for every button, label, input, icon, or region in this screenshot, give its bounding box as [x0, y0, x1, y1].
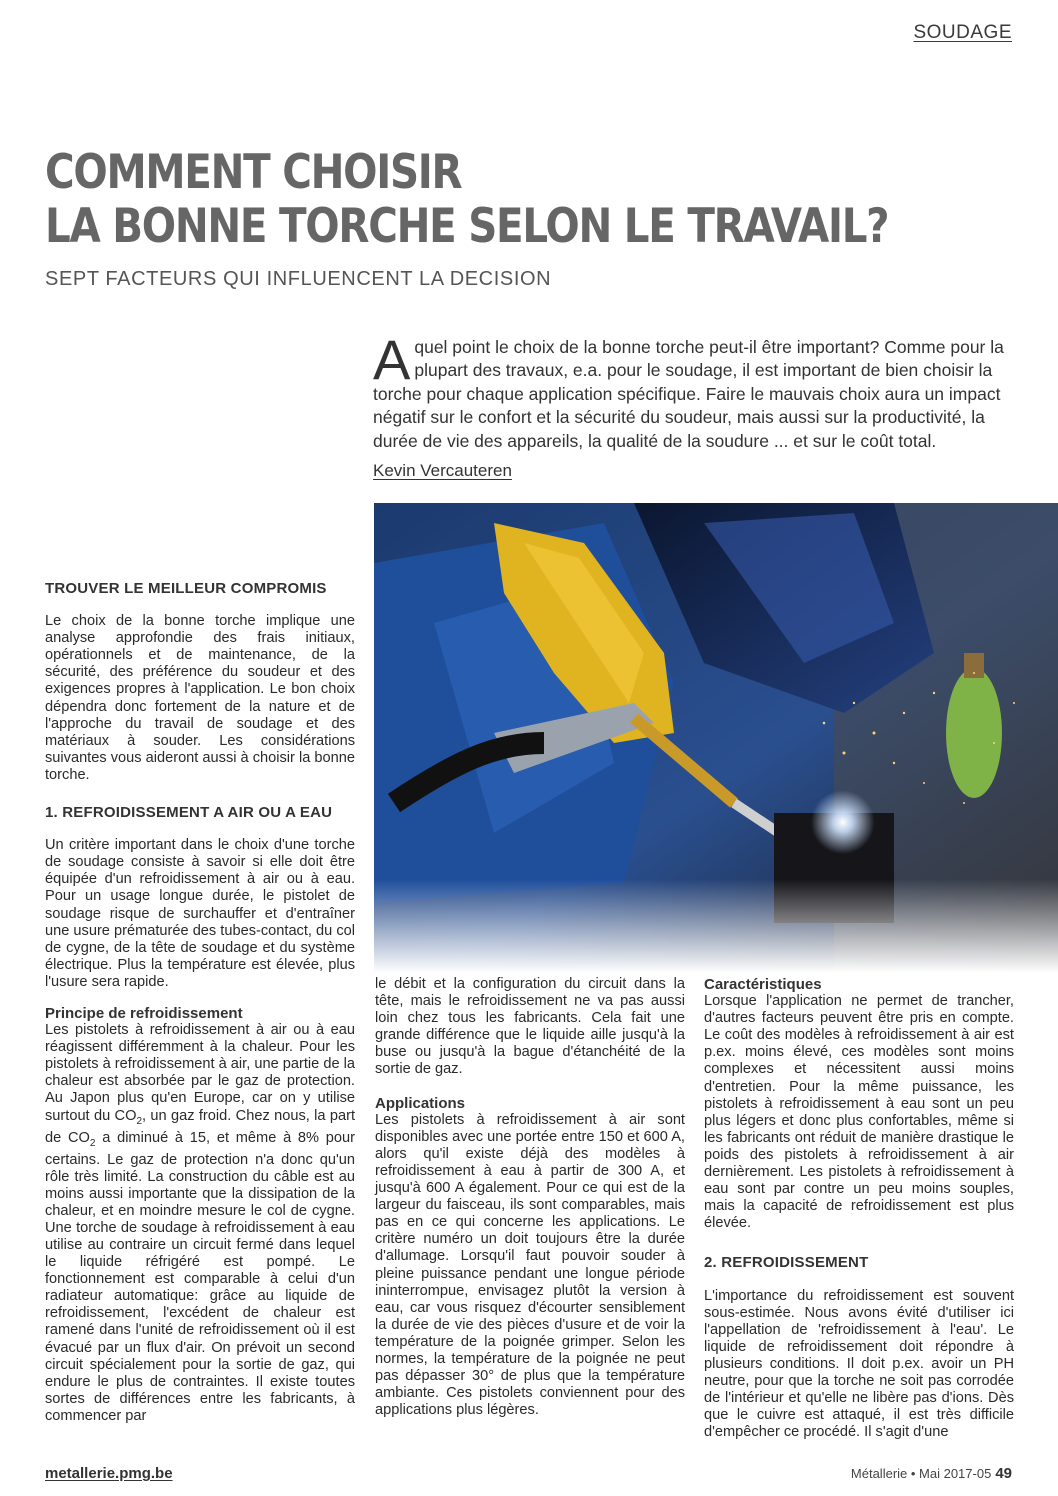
paragraph-continuation: le débit et la configuration du circuit dans la tête, mais le refroidissement ne va pas aussi loin chez tous les fabricants. Cela fait une grande différence que le liquide aille jusqu'à la buse ou jusqu'à la bague d'étanchéité de la sortie de gaz.	[375, 976, 685, 1078]
article-subtitle: SEPT FACTEURS QUI INFLUENCENT LA DECISION	[45, 268, 552, 290]
welder-photo	[374, 503, 1058, 973]
paragraph-refroidissement: Un critère important dans le choix d'une torche de soudage consiste à savoir si elle doit être équipée d'un refroidissement à air ou à eau. Pour un usage longue durée, le pistolet de soudage risque de surchauffer et d'entraîner une usure prématurée des tubes-contact, du col de cygne, de la tête de soudage et du système électrique. Plus la température est élevée, plus l'usure sera rapide.	[45, 837, 355, 990]
title-line-1: COMMENT CHOISIR	[45, 145, 462, 200]
heading-refroidissement-2: 2. REFROIDISSEMENT	[704, 1254, 869, 1272]
column-2	[375, 976, 685, 1429]
principe-text-c: a diminué à 15, et même à 8% pour certains. Le gaz de protection n'a donc qu'un rôle très limité. La construction du câble est au moins aussi importante que la dissipation de la chaleur, et en moindre mesure le col de cygne. Une torche de soudage à refroidissement à eau utilise au contraire un circuit fermé dans lequel le liquide réfrigéré est pompé. Le fonctionnement est comparable à celui d'un radiateur automatique: grâce au liquide de refroidissement, l'excédent de chaleur est ramené dans l'unité de refroidissement où il est évacué par un flux d'air. On prévoit un second circuit spécialement pour la sortie de gaz, qui endure le plus de contraintes. Il existe toutes sortes de différences entre les fabricants, à commencer par	[45, 1129, 355, 1424]
principe-text-a: Les pistolets à refroidissement à air ou à eau réagissent différemment à la chaleur. Pour les pistolets à refroidissement à air, une partie de la chaleur est absorbée par le gaz de protection. Au Japon plus qu'en Europe, car on y utilise surtout du CO	[45, 1022, 355, 1124]
heading-applications: Applications	[375, 1094, 466, 1112]
paragraph-caracteristiques: Lorsque l'application ne permet de trancher, d'autres facteurs peuvent être pris en compte. Le coût des modèles à refroidissement à air est p.ex. moins élevé, ces modèles sont moins complexes et nécessitent aussi moins d'entretien. Pour la même puissance, les pistolets à refroidissement à eau sont un peu plus légers et donc plus confortables, même si les fabricants ont réduit de manière drastique le poids des pistolets à refroidissement à air dernièrement. Les pistolets à refroidissement à eau sont par contre un peu moins souples, mais la capacité de refroidissement est plus élevée.	[704, 993, 1014, 1232]
paragraph-refroidissement-2: L'importance du refroidissement est souvent sous-estimée. Nous avons évité d'utiliser ici l'appellation de 'refroidissement à l'eau'. Le liquide de refroidissement doit répondre à plusieurs conditions. Il doit p.ex. avoir un PH neutre, pour que la torche ne soit pas corrodée de l'intérieur et qu'elle ne libère pas d'ions. Dès que le cuivre est attaqué, il est très difficile d'empêcher ce procédé. Il s'agit d'une	[704, 1287, 1014, 1441]
section-tag[interactable]: SOUDAGE	[913, 22, 1012, 43]
article-title	[45, 145, 889, 254]
column-3	[704, 976, 1014, 1451]
subscript-2: 2	[89, 1137, 96, 1149]
issue-info	[851, 1465, 1012, 1482]
heading-refroidissement-air-eau: 1. REFROIDISSEMENT A AIR OU A EAU	[45, 804, 333, 822]
issue-label: Métallerie • Mai 2017-05	[850, 1466, 992, 1481]
heading-principe: Principe de refroidissement	[45, 1004, 243, 1022]
paragraph-principe	[45, 1022, 355, 1425]
paragraph-applications: Les pistolets à refroidissement à air sont disponibles avec une portée entre 150 et 600 A, alors qu'il existe déjà des modèles à refroidissement à eau à partir de 300 A, et jusqu'à 600 A également. Pour ce qui est de la largeur du faisceau, ils sont comparables, mais pas en ce qui concerne les applications. Le critère numéro un doit toujours être la durée d'allumage. Lorsqu'il faut pouvoir souder à pleine puissance pendant une longue période ininterrompue, envisagez plutôt la version à eau, car vous risquez d'écourter sensiblement la durée de vie des pièces d'usure et de voir la température de la poignée grimper. Selon les normes, la température de la poignée ne peut pas dépasser 30° de plus que la température ambiante. Ces pistolets conviennent pour des applications plus légères.	[375, 1111, 685, 1419]
title-line-2: LA BONNE TORCHE SELON LE TRAVAIL?	[45, 199, 889, 254]
heading-compromis: TROUVER LE MEILLEUR COMPROMIS	[45, 580, 327, 597]
drop-cap: A	[373, 328, 411, 391]
page-number: 49	[995, 1465, 1012, 1482]
intro-paragraph	[373, 328, 1005, 453]
welder-photo-icon	[374, 503, 1058, 973]
paragraph-compromis: Le choix de la bonne torche implique une analyse approfondie des frais initiaux, opérationnels et de maintenance, de la sécurité, des préférence du soudeur et des exigences propres à l'application. Le bon choix dépendra donc fortement de la nature et de l'approche du travail de soudage et des matériaux à souder. Les considérations suivantes vous aideront aussi à choisir la bonne torche.	[45, 613, 355, 783]
website-link[interactable]: metallerie.pmg.be	[45, 1465, 173, 1482]
subscript-2: 2	[136, 1115, 143, 1127]
author-link[interactable]: Kevin Vercauteren	[373, 461, 512, 480]
column-1	[45, 580, 355, 1435]
intro-text: quel point le choix de la bonne torche peut-il être important? Comme pour la plupart des travaux, e.a. pour le soudage, il est important de bien choisir la torche pour chaque application spécifique. Faire le mauvais choix aura un impact négatif sur le confort et la sécurité du soudeur, mais aussi sur la productivité, la durée de vie des appareils, la qualité de la soudure ... et sur le coût total.	[373, 337, 1004, 451]
principe-text-b: , un gaz froid. Chez nous, la part de CO	[45, 1107, 355, 1146]
heading-caracteristiques: Caractéristiques	[704, 976, 822, 993]
